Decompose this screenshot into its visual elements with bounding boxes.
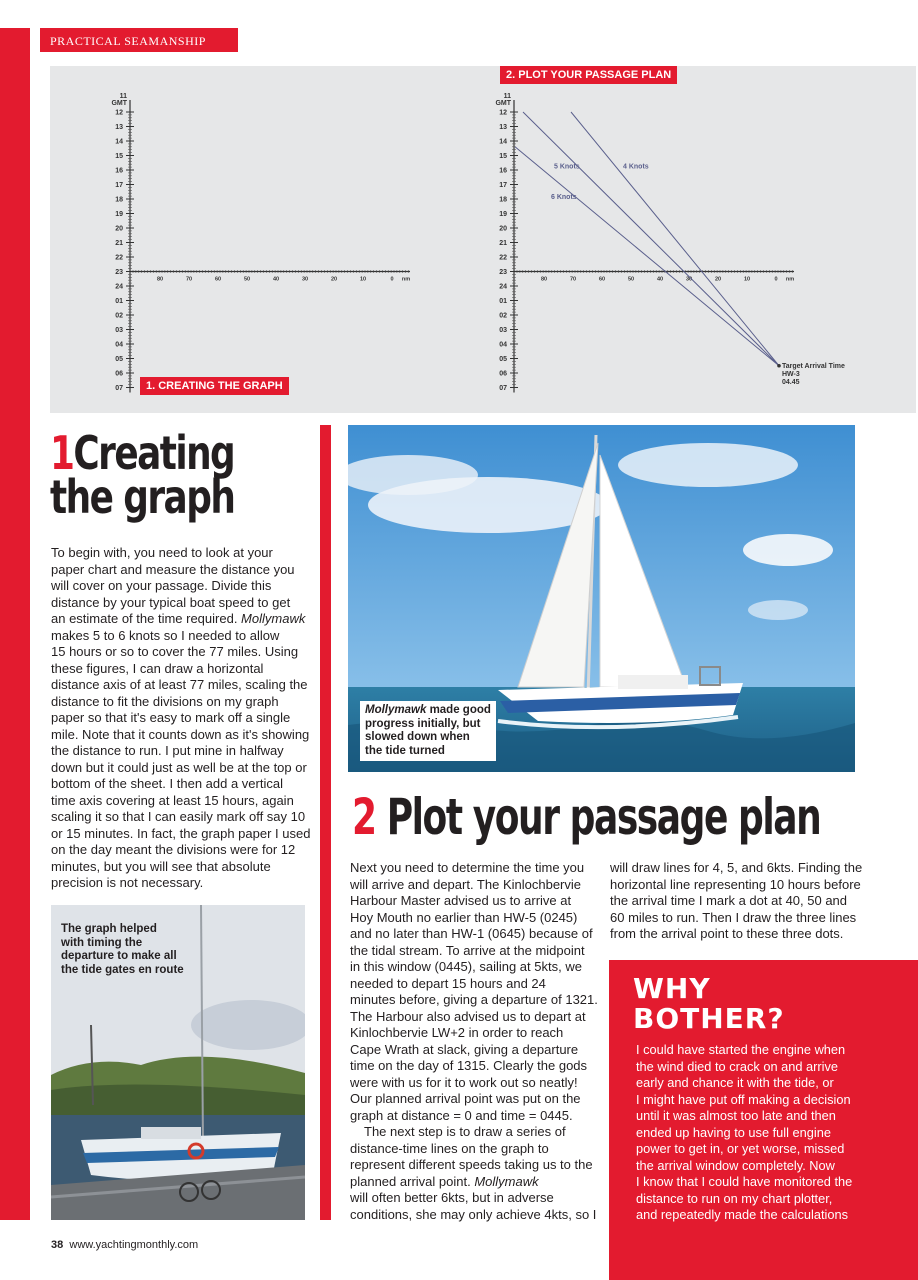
why-bother-body	[636, 1042, 911, 1224]
photo2-caption-line1: The graph helped	[61, 923, 157, 935]
left-accent-bar	[0, 28, 30, 1220]
section1-number: 1	[50, 426, 74, 480]
why-line: I know that I could have monitored the	[636, 1174, 853, 1189]
time-tick-label: 15	[499, 153, 507, 160]
distance-tick-label: 40	[656, 276, 664, 283]
why-line: power to get in, or yet worse, missed	[636, 1141, 845, 1156]
why-line: early and chance it with the tide, or	[636, 1075, 834, 1090]
time-tick-label: 14	[115, 138, 123, 146]
target-arrival-label: 04.45	[782, 378, 800, 386]
distance-tick-label: 30	[301, 276, 309, 283]
photo2-caption-line4: the tide gates en route	[61, 963, 184, 976]
section1-headline	[50, 426, 235, 524]
s1-line: scaling it so that I can easily mark off say 10	[51, 809, 306, 824]
time-tick-label: 21	[115, 240, 123, 247]
time-tick-label: 18	[499, 196, 507, 204]
why-line: I could have started the engine when	[636, 1042, 846, 1057]
photo1-caption-line1: made good	[429, 704, 491, 716]
section2-number: 2	[352, 788, 376, 846]
time-tick-label: 04	[499, 341, 507, 349]
why-line: until it was almost too late and then	[636, 1108, 836, 1123]
s1-line: or 15 minutes. In fact, the graph paper I used	[51, 825, 311, 841]
section-tab	[40, 28, 238, 52]
distance-tick-label: 80	[540, 276, 548, 283]
distance-tick-label: 70	[185, 276, 193, 283]
photo1-caption-line3: slowed down when	[365, 731, 470, 743]
time-tick-label: 22	[115, 254, 123, 262]
s1-line: paper so that it's easy to mark off a single	[51, 710, 291, 725]
s2c1-line: Hoy Mouth no earlier than HW-5 (0245)	[350, 909, 578, 925]
s2c1-line: represent different speeds taking us to the	[350, 1157, 593, 1172]
why-line: ended up having to use full engine	[636, 1124, 831, 1140]
graph-passage-plan	[495, 93, 845, 393]
distance-tick-label: 60	[598, 276, 606, 283]
time-tick-label: 16	[499, 167, 507, 175]
time-tick-label: 13	[115, 124, 123, 131]
time-tick-label: 19	[499, 211, 507, 218]
footer-url: www.yachtingmonthly.com	[69, 1239, 199, 1251]
graph1-label: 1. CREATING THE GRAPH	[140, 377, 289, 395]
s2c1-line: time on the day of 1315. Clearly the gods	[350, 1058, 588, 1073]
section2-column1	[350, 860, 600, 1223]
distance-tick-label: 0	[774, 276, 778, 283]
photo1-caption-line2: progress initially, but	[365, 717, 481, 730]
time-tick-label: 03	[115, 327, 123, 334]
s2c2-line: 60 miles to run. Then I draw the three lines	[610, 909, 857, 925]
boat-name: Mollymawk	[474, 1173, 539, 1189]
boat-name: Mollymawk	[241, 611, 306, 626]
photo1-caption-line4: the tide turned	[365, 744, 445, 757]
s2c1-line: Cape Wrath at slack, giving a departure	[350, 1041, 579, 1057]
time-tick-label: 12	[499, 109, 507, 117]
graph-panel	[50, 66, 916, 413]
section2-title: Plot your passage plan	[386, 788, 821, 846]
speed-line	[515, 147, 779, 366]
time-tick-label: 11	[119, 93, 127, 100]
s2c2-line: from the arrival point to these three dots.	[610, 926, 844, 941]
s2c1-line: will arrive and depart. The Kinlochbervie	[350, 876, 581, 892]
distance-tick-label: 50	[627, 276, 635, 283]
time-tick-label: 21	[499, 240, 507, 247]
time-tick-label: 02	[115, 312, 123, 320]
s2c1-line: distance-time lines on the graph to	[350, 1140, 549, 1156]
s2c1-line: The next step is to draw a series of	[364, 1124, 566, 1139]
s2c1-line: planned arrival point. Mollymawk	[350, 1173, 539, 1189]
why-bother-title-line1: WHY	[633, 972, 711, 1005]
distance-unit: nm	[785, 276, 795, 283]
s2c2-line: will draw lines for 4, 5, and 6kts. Finding the	[610, 860, 863, 875]
s2c1-line: minutes before, giving a departure of 1321.	[350, 992, 598, 1007]
time-tick-label: 16	[115, 167, 123, 175]
s2c1-line: will often better 6kts, but in adverse	[350, 1190, 554, 1205]
s2c1-line: the tidal stream. To arrive at the midpoint	[350, 942, 585, 958]
s1-line: an estimate of the time required. Mollymawk	[51, 611, 306, 626]
graph-creating	[111, 93, 410, 393]
why-line: the arrival window completely. Now	[636, 1157, 835, 1173]
time-tick-label: 07	[499, 385, 507, 392]
s2c1-line: needed to depart 15 hours and 24	[350, 975, 546, 991]
speed-line	[571, 112, 779, 366]
distance-tick-label: 20	[714, 276, 722, 283]
yacht-sailing-photo	[348, 425, 855, 772]
section1-body	[51, 545, 316, 892]
s1-line: minutes, but you will see that absolute	[51, 858, 271, 874]
distance-tick-label: 60	[214, 276, 222, 283]
column-divider	[320, 425, 331, 1220]
s2c1-line: in this window (0445), sailing at 5kts, we	[350, 959, 582, 974]
why-line: the wind died to crack on and arrive	[636, 1058, 839, 1074]
speed-line-label: 5 Knots	[554, 163, 580, 171]
s1-line: distance axis of at least 77 miles, scaling the	[51, 677, 308, 692]
arrival-point	[777, 364, 781, 368]
time-tick-label: 18	[115, 196, 123, 204]
section2-headline	[352, 788, 821, 846]
time-axis-label: GMT	[111, 100, 127, 107]
time-tick-label: 07	[115, 385, 123, 392]
time-tick-label: 02	[499, 312, 507, 320]
s1-line: down but it could just as well be at the top or	[51, 759, 307, 775]
s1-line: distance by your typical boat speed to get	[51, 594, 291, 610]
s1-line: distance to fit the divisions on my graph	[51, 693, 279, 709]
s2c1-line: were with us for it to work out so neatly!	[350, 1074, 578, 1090]
why-line: I might have put off making a decision	[636, 1091, 851, 1107]
s2c1-line: and no later than HW-1 (0645) because of	[350, 926, 593, 941]
time-tick-label: 17	[499, 182, 507, 189]
s1-line: the distance to run. I put mine in halfway	[51, 743, 284, 758]
s1-line: bottom of the sheet. I then add a vertical	[51, 776, 283, 791]
why-line: distance to run on my chart plotter,	[636, 1190, 833, 1206]
distance-unit: nm	[401, 276, 411, 283]
time-tick-label: 12	[115, 109, 123, 117]
section1-title-line1: Creating	[73, 426, 235, 480]
time-tick-label: 05	[499, 356, 507, 363]
photo2-caption	[61, 923, 184, 977]
section1-title-line2: the graph	[50, 469, 235, 524]
why-bother-title-line2: BOTHER?	[633, 1002, 785, 1035]
distance-tick-label: 10	[359, 276, 367, 283]
distance-tick-label: 10	[743, 276, 751, 283]
time-tick-label: 05	[115, 356, 123, 363]
time-tick-label: 03	[499, 327, 507, 334]
time-tick-label: 01	[115, 298, 123, 305]
why-line: and repeatedly made the calculations	[636, 1207, 848, 1222]
s2c1-line: Next you need to determine the time you	[350, 860, 585, 875]
time-tick-label: 20	[499, 225, 507, 233]
photo2-caption-line2: with timing the	[61, 936, 143, 949]
time-tick-label: 23	[115, 269, 123, 276]
time-tick-label: 06	[115, 370, 123, 378]
distance-tick-label: 80	[156, 276, 164, 283]
target-arrival-label: Target Arrival Time	[782, 362, 845, 370]
photo1-caption-boat: Mollymawk	[365, 704, 427, 716]
s1-line: mile. Note that it counts down as it's showing	[51, 726, 310, 742]
footer	[51, 1239, 198, 1251]
speed-line-label: 6 Knots	[551, 194, 577, 201]
distance-tick-label: 40	[272, 276, 280, 283]
page-number: 38	[51, 1239, 64, 1251]
why-bother-box	[609, 960, 918, 1280]
time-tick-label: 14	[499, 138, 507, 146]
photo1-caption	[360, 701, 496, 761]
s2c1-line: Harbour Master advised us to arrive at	[350, 893, 572, 908]
s2c2-line: horizontal line representing 10 hours before	[610, 876, 861, 892]
time-tick-label: 04	[115, 341, 123, 349]
s1-line: makes 5 to 6 knots so I needed to allow	[51, 627, 280, 643]
speed-line-label: 4 Knots	[623, 163, 649, 171]
s2c1-line: Our planned arrival point was put on the	[350, 1091, 581, 1106]
time-tick-label: 01	[499, 298, 507, 305]
time-tick-label: 17	[115, 182, 123, 189]
s1-line: precision is not necessary.	[51, 875, 204, 890]
graphs-figure	[50, 66, 916, 413]
section-tab-label: PRACTICAL SEAMANSHIP	[50, 34, 206, 48]
time-tick-label: 24	[115, 283, 123, 291]
time-tick-label: 06	[499, 370, 507, 378]
time-tick-label: 24	[499, 283, 507, 291]
distance-tick-label: 50	[243, 276, 251, 283]
time-tick-label: 15	[115, 153, 123, 160]
distance-tick-label: 20	[330, 276, 338, 283]
s1-line: will cover on your passage. Divide this	[51, 578, 272, 593]
time-tick-label: 20	[115, 225, 123, 233]
target-arrival-label: HW-3	[782, 370, 800, 378]
s1-line: time axis covering at least 15 hours, again	[51, 792, 294, 808]
time-tick-label: 22	[499, 254, 507, 262]
s1-line: 15 hours or so to cover the 77 miles. Using	[51, 644, 299, 659]
why-bother-title	[633, 974, 785, 1034]
graph2-label: 2. PLOT YOUR PASSAGE PLAN	[500, 66, 677, 84]
s1-line: To begin with, you need to look at your	[51, 545, 273, 560]
section2-column2	[610, 860, 910, 943]
s1-line: these figures, I can draw a horizontal	[51, 660, 264, 676]
time-tick-label: 11	[503, 93, 511, 100]
s2c2-line: the arrival time I mark a dot at 40, 50 and	[610, 893, 848, 908]
s1-line: on the day meant the divisions were for 12	[51, 842, 296, 857]
time-tick-label: 13	[499, 124, 507, 131]
s2c1-line: graph at distance = 0 and time = 0445.	[350, 1107, 573, 1123]
s2c1-line: conditions, she may only achieve 4kts, so I	[350, 1206, 597, 1222]
s2c1-line: The Harbour also advised us to depart at	[350, 1008, 586, 1024]
yacht-moored-photo	[51, 905, 305, 1220]
distance-tick-label: 30	[685, 276, 693, 283]
distance-tick-label: 0	[390, 276, 394, 283]
time-axis-label: GMT	[495, 100, 511, 107]
s2c1-line: Kinlochbervie LW+2 in order to reach	[350, 1025, 564, 1040]
speed-line	[523, 112, 779, 366]
distance-tick-label: 70	[569, 276, 577, 283]
s1-line: paper chart and measure the distance you	[51, 561, 295, 577]
photo2-caption-line3: departure to make all	[61, 950, 177, 962]
time-tick-label: 23	[499, 269, 507, 276]
time-tick-label: 19	[115, 211, 123, 218]
